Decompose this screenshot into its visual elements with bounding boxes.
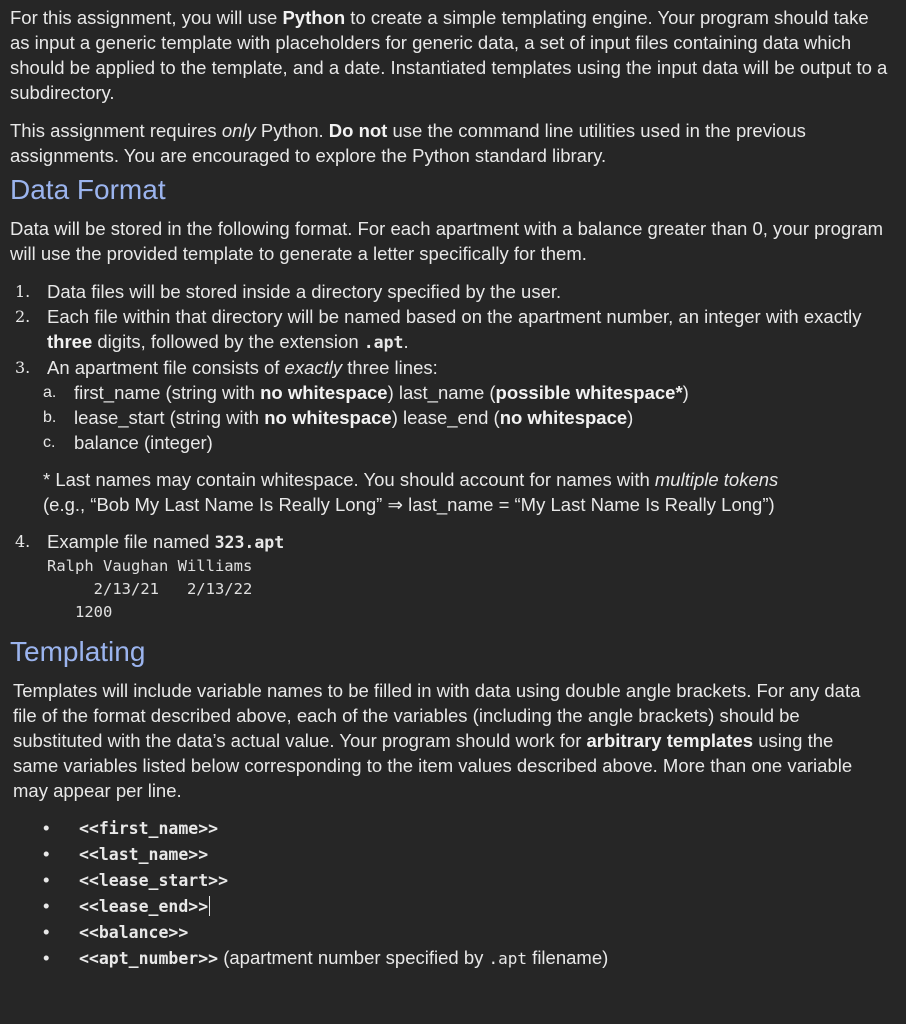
sub-item-text: first_name (string with <box>74 382 261 403</box>
bullet-icon: • <box>43 947 50 968</box>
list-number: 1. <box>15 282 31 301</box>
bullet-icon: • <box>43 869 50 890</box>
data-format-heading: Data Format <box>10 174 166 205</box>
bullet-icon: • <box>43 921 50 942</box>
variable-code: <<last_name>> <box>79 845 209 864</box>
variable-note: filename) <box>527 947 609 968</box>
variable-list-item <box>13 815 890 841</box>
example-filename-code: 323.apt <box>214 533 285 552</box>
templating-heading: Templating <box>10 636 146 667</box>
sub-list-letter: c. <box>43 434 56 451</box>
intro-text: use the command line utilities used in the previous assignments. You are encouraged to explore the Python standard library. <box>10 120 806 166</box>
templating-text: Templates will include variable names to be filled in with data using double angle brackets. For any data file of the format described above, each of the variables (including the angle brackets) should be substituted with the data’s actual value. Your program should work for <box>13 680 861 751</box>
last-name-footnote <box>43 467 803 517</box>
variable-list-item <box>13 945 890 971</box>
intro-paragraph-2 <box>10 118 890 168</box>
sub-list-item <box>10 380 890 405</box>
exactly-emphasis: exactly <box>284 357 343 378</box>
sub-item-text: ) <box>682 382 689 403</box>
list-number: 3. <box>15 358 31 377</box>
variable-list-item <box>13 841 890 867</box>
list-item-text: . <box>403 331 409 352</box>
bullet-icon: • <box>43 817 50 838</box>
sub-item-text: lease_start (string with <box>74 407 265 428</box>
sub-item-text: ) last_name ( <box>387 382 496 403</box>
apt-extension-code: .apt <box>363 333 404 352</box>
variable-code: <<balance>> <box>79 923 189 942</box>
footnote-text: (e.g., “Bob My Last Name Is Really Long” ⇒ last_name = “My Last Name Is Really Long”) <box>43 494 775 515</box>
three-emphasis: three <box>47 331 93 352</box>
code-line: 1200 <box>47 603 113 621</box>
template-variables-list <box>13 815 890 971</box>
assignment-document <box>10 5 890 971</box>
code-line: Ralph Vaughan Williams <box>47 557 253 575</box>
sub-item-text: ) lease_end ( <box>391 407 500 428</box>
data-format-paragraph: Data will be stored in the following format. For each apartment with a balance greater than 0, your program will use the provided template to generate a letter specifically for them. <box>10 218 884 264</box>
possible-whitespace-emphasis: possible whitespace* <box>495 382 683 403</box>
apt-extension-code: .apt <box>488 949 528 968</box>
list-item-text: Data files will be stored inside a directory specified by the user. <box>47 281 562 302</box>
list-item-text: three lines: <box>342 357 438 378</box>
list-number: 2. <box>15 307 31 326</box>
arbitrary-templates-emphasis: arbitrary templates <box>586 730 754 751</box>
sub-item-text: ) <box>627 407 634 428</box>
list-item-text: Each file within that directory will be named based on the apartment number, an integer with exactly <box>47 306 862 327</box>
list-item <box>10 304 890 355</box>
intro-text: Python. <box>255 120 329 141</box>
example-file-code-block <box>47 555 890 624</box>
sub-list-letter: b. <box>43 409 57 426</box>
list-item <box>10 279 890 304</box>
variable-list-item <box>13 867 890 893</box>
sub-list-item <box>10 430 890 455</box>
sub-list-letter: a. <box>43 384 57 401</box>
data-format-list-continued <box>10 529 890 624</box>
variable-code: <<apt_number>> <box>79 949 219 968</box>
variable-code: <<lease_end>> <box>79 897 209 916</box>
list-item <box>10 529 890 624</box>
no-whitespace-emphasis: no whitespace <box>264 407 392 428</box>
list-number: 4. <box>15 532 31 551</box>
templating-text: using the same variables listed below corresponding to the item values described above. More than one variable may appear per line. <box>13 730 853 801</box>
templating-section <box>10 634 890 971</box>
only-emphasis: only <box>221 120 256 141</box>
data-format-list <box>10 279 890 380</box>
footnote-text: * Last names may contain whitespace. You should account for names with <box>43 469 655 490</box>
bullet-icon: • <box>43 843 50 864</box>
apartment-file-lines-list <box>10 380 890 455</box>
intro-text: to create a simple templating engine. Your program should take as input a generic template with placeholders for generic data, a set of input files containing data which should be applied to the template, and a date. Instantiated templates using the input data will be output to a subdirectory. <box>10 7 888 103</box>
python-emphasis: Python <box>282 7 346 28</box>
intro-paragraph-1 <box>10 5 890 105</box>
intro-text: This assignment requires <box>10 120 222 141</box>
variable-code: <<first_name>> <box>79 819 219 838</box>
intro-text: For this assignment, you will use <box>10 7 283 28</box>
bullet-icon: • <box>43 895 50 916</box>
code-line: 2/13/21 2/13/22 <box>47 580 253 598</box>
list-item <box>10 355 890 380</box>
list-item-text: Example file named <box>47 531 215 552</box>
variable-list-item <box>13 919 890 945</box>
list-item-text: digits, followed by the extension <box>92 331 364 352</box>
sub-list-item <box>10 405 890 430</box>
do-not-emphasis: Do not <box>328 120 388 141</box>
templating-paragraph <box>13 678 873 803</box>
text-cursor <box>209 896 210 916</box>
list-item-text: An apartment file consists of <box>47 357 285 378</box>
variable-code: <<lease_start>> <box>79 871 229 890</box>
variable-list-item <box>13 893 890 919</box>
no-whitespace-emphasis: no whitespace <box>499 407 628 428</box>
no-whitespace-emphasis: no whitespace <box>260 382 388 403</box>
multiple-tokens-emphasis: multiple tokens <box>654 469 779 490</box>
variable-note: (apartment number specified by <box>218 947 489 968</box>
sub-item-text: balance (integer) <box>74 432 213 453</box>
